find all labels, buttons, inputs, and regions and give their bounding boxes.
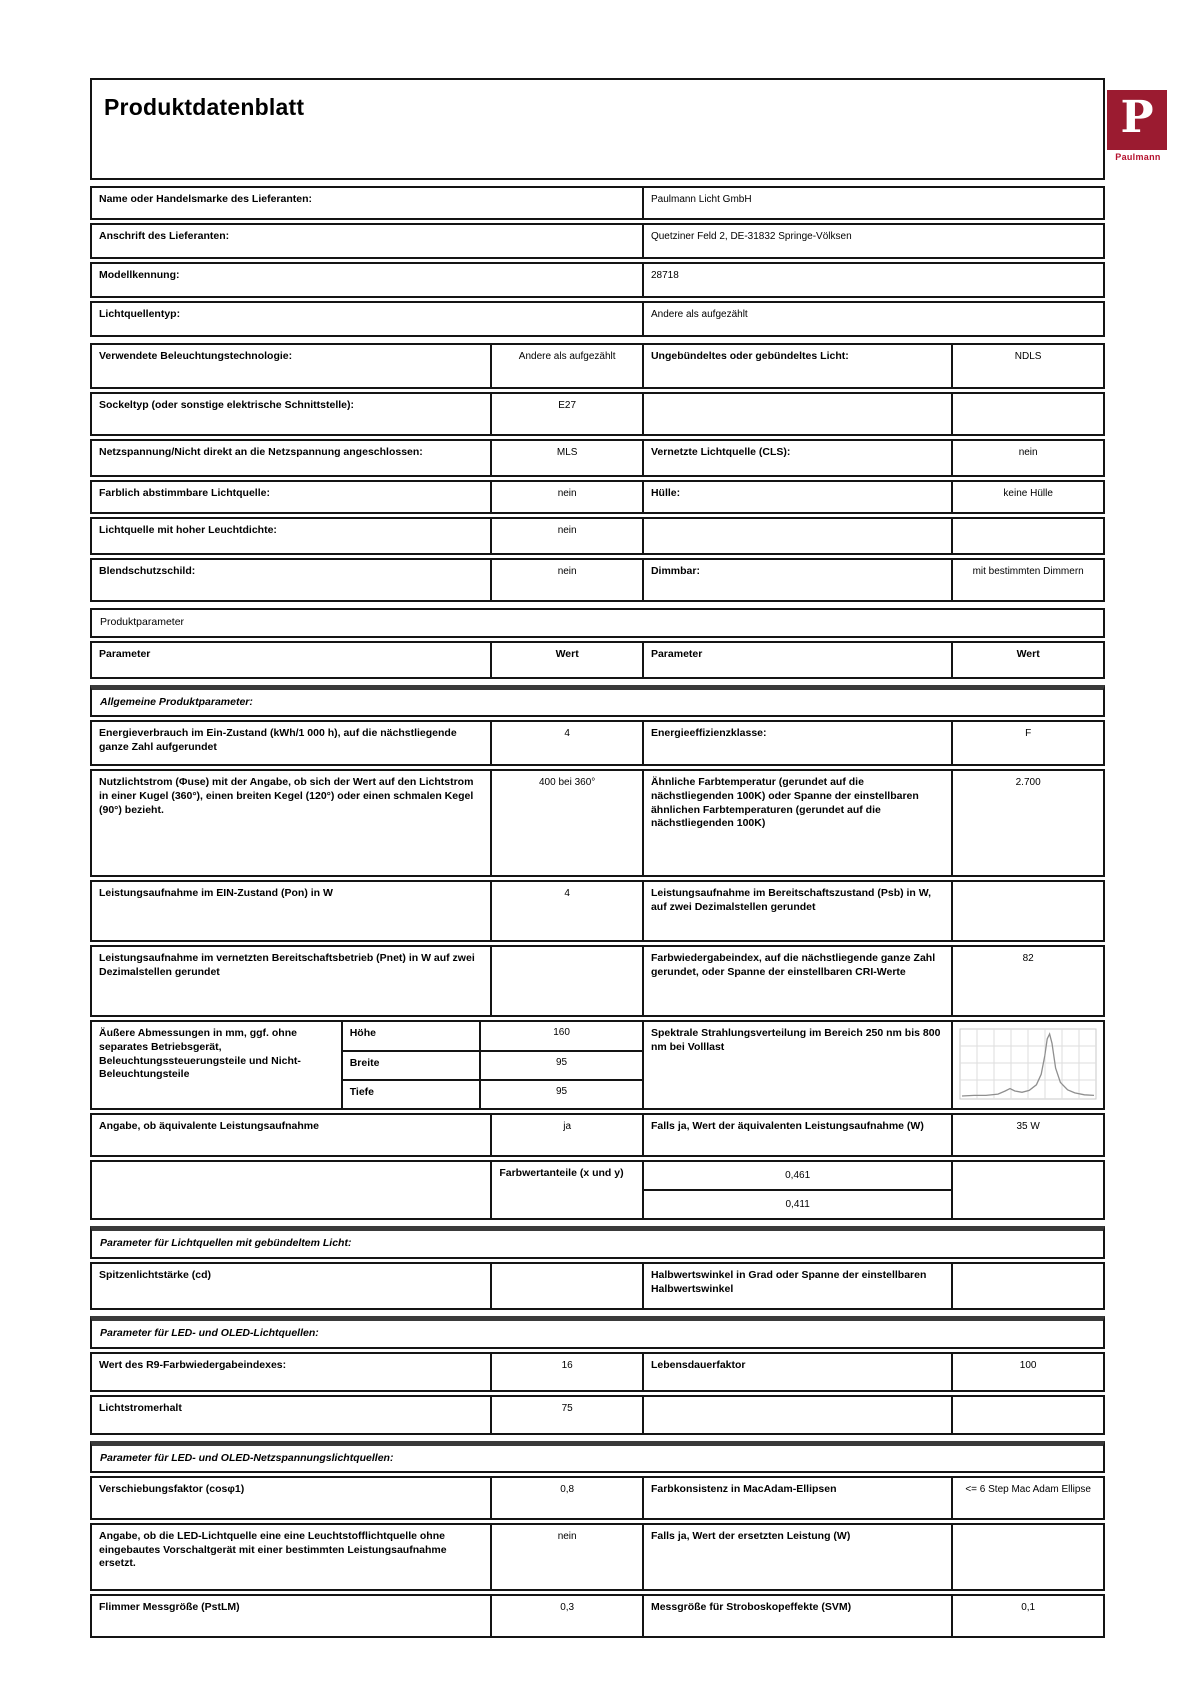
row-label: Blendschutzschild: (99, 565, 196, 577)
dimension-sub-row (343, 1081, 642, 1108)
chromaticity-y-value: 0,411 (785, 1199, 810, 1211)
row-label: Flimmer Messgröße (PstLM) (99, 1601, 240, 1614)
row-value: 100 (951, 1354, 1103, 1390)
table-row-high-luminance (90, 517, 1105, 555)
row-label: Vernetzte Lichtquelle (CLS): (642, 441, 951, 475)
row-value (490, 1264, 642, 1308)
row-label: Lichtquelle mit hoher Leuchtdichte: (99, 524, 277, 536)
section-header-beam: Parameter für Lichtquellen mit gebündeltem Licht: (90, 1226, 1105, 1259)
row-value: 82 (951, 947, 1103, 1015)
row-value: Andere als aufgezählt (490, 345, 642, 387)
row-label: Netzspannung/Nicht direkt an die Netzspannung angeschlossen: (99, 446, 423, 458)
row-label: Wert des R9-Farbwiedergabeindexes: (99, 1358, 287, 1371)
empty-cell (951, 1162, 1103, 1218)
dimension-value: 95 (479, 1081, 642, 1108)
table-row-supplier-name (90, 186, 1105, 220)
param-header-row (90, 641, 1105, 679)
dimension-sub-row (343, 1022, 642, 1051)
table-row-energy-consumption (90, 720, 1105, 766)
row-label: Äußere Abmessungen in mm, ggf. ohne separates Betriebsgerät, Beleuchtungssteuerungsteile und Nicht-Beleuchtungsteile (99, 1027, 301, 1081)
datasheet-header (90, 78, 1161, 180)
table-row-fluorescent-replacement (90, 1523, 1105, 1591)
row-value (951, 394, 1103, 434)
row-value: Andere als aufgezählt (642, 303, 1103, 335)
table-row-lumen-maintenance (90, 1395, 1105, 1435)
section-header-produktparameter: Produktparameter (90, 608, 1105, 638)
dimension-value: 95 (479, 1052, 642, 1079)
row-label: Modellkennung: (99, 269, 180, 281)
row-label: Nutzlichtstrom (Φuse) mit der Angabe, ob sich der Wert auf den Lichtstrom in einer Kugel (360°), einen breiten Kegel (120°) oder einen schmalen Kegel (90°) bezieht. (99, 776, 474, 816)
row-value: 75 (490, 1397, 642, 1433)
row-label: Angabe, ob die LED-Lichtquelle eine eine Leuchtstofflichtquelle ohne eingebautes Vorschaltgerät mit einer bestimmten Leistungsaufnahme ersetzt. (99, 1530, 447, 1570)
dimensions-subtable (341, 1022, 642, 1108)
row-label: Dimmbar: (642, 560, 951, 600)
table-row-power-on (90, 880, 1105, 942)
row-label (642, 394, 951, 434)
row-value (951, 519, 1103, 553)
row-label: Farblich abstimmbare Lichtquelle: (99, 487, 270, 499)
table-row-standby-cri (90, 945, 1105, 1017)
column-header: Wert (490, 643, 642, 677)
chromaticity-x-value: 0,461 (644, 1162, 951, 1191)
row-value (951, 1264, 1103, 1308)
empty-cell (92, 1162, 490, 1218)
dimension-value: 160 (479, 1022, 642, 1049)
row-label: Farbkonsistenz in MacAdam-Ellipsen (642, 1478, 951, 1518)
row-value (490, 947, 642, 1015)
row-value: 0,3 (490, 1596, 642, 1636)
row-label: Leistungsaufnahme im Bereitschaftszustand (Psb) in W, auf zwei Dezimalstellen gerundet (642, 882, 951, 940)
row-value: NDLS (951, 345, 1103, 387)
table-row-supplier-address (90, 223, 1105, 259)
row-label: Lebensdauerfaktor (642, 1354, 951, 1390)
dimension-name: Breite (349, 1056, 380, 1069)
row-value: 28718 (642, 264, 1103, 296)
table-row-model-id (90, 262, 1105, 298)
row-label: Verschiebungsfaktor (cosφ1) (99, 1483, 245, 1496)
dimension-name: Tiefe (349, 1085, 375, 1098)
row-label (642, 519, 951, 553)
table-row-useful-flux (90, 769, 1105, 877)
dimension-sub-row (343, 1052, 642, 1081)
row-value: Paulmann Licht GmbH (642, 188, 1103, 218)
logo-p-icon: P (1107, 90, 1167, 150)
table-row-mains (90, 439, 1105, 477)
row-value: 2.700 (951, 771, 1103, 875)
row-label: Anschrift des Lieferanten: (99, 230, 230, 242)
row-value: 16 (490, 1354, 642, 1390)
row-label: Falls ja, Wert der äquivalenten Leistungsaufnahme (W) (642, 1115, 951, 1155)
row-label: Leistungsaufnahme im EIN-Zustand (Pon) in W (99, 887, 333, 900)
row-value: nein (490, 482, 642, 512)
column-header: Wert (951, 643, 1103, 677)
row-value: 35 W (951, 1115, 1103, 1155)
page-title: Produktdatenblatt (104, 94, 305, 120)
table-row-flicker (90, 1594, 1105, 1638)
row-label: Spektrale Strahlungsverteilung im Bereich 250 nm bis 800 nm bei Volllast (642, 1022, 951, 1108)
row-value: Quetziner Feld 2, DE-31832 Springe-Völksen (642, 225, 1103, 257)
table-row-lightsource-type (90, 301, 1105, 337)
table-row-r9 (90, 1352, 1105, 1392)
section-header-led: Parameter für LED- und OLED-Lichtquellen: (90, 1316, 1105, 1349)
row-label: Energieeffizienzklasse: (642, 722, 951, 764)
row-label: Halbwertswinkel in Grad oder Spanne der einstellbaren Halbwertswinkel (642, 1264, 951, 1308)
table-row-chromaticity (90, 1160, 1105, 1220)
table-row-socket (90, 392, 1105, 436)
row-value (951, 882, 1103, 940)
chromaticity-values (642, 1162, 951, 1218)
row-label: Energieverbrauch im Ein-Zustand (kWh/1 000 h), auf die nächstliegende ganze Zahl aufgerundet (99, 727, 457, 753)
row-label: Verwendete Beleuchtungstechnologie: (99, 350, 293, 362)
row-label: Ungebündeltes oder gebündeltes Licht: (642, 345, 951, 387)
row-value: nein (951, 441, 1103, 475)
row-label: Angabe, ob äquivalente Leistungsaufnahme (99, 1120, 319, 1133)
row-value: ja (490, 1115, 642, 1155)
column-header: Parameter (99, 647, 151, 660)
spectral-distribution-chart (951, 1022, 1103, 1108)
dimension-name: Höhe (349, 1027, 376, 1040)
column-header: Parameter (642, 643, 951, 677)
row-value: mit bestimmten Dimmern (951, 560, 1103, 600)
table-row-glare-shield (90, 558, 1105, 602)
row-label: Hülle: (642, 482, 951, 512)
row-label: Lichtquellentyp: (99, 308, 181, 320)
table-row-technology (90, 343, 1105, 389)
row-value: MLS (490, 441, 642, 475)
table-row-equivalent-power (90, 1113, 1105, 1157)
row-label: Lichtstromerhalt (99, 1401, 182, 1414)
row-label: Ähnliche Farbtemperatur (gerundet auf die nächstliegenden 100K) oder Spanne der einstellbaren ähnlichen Farbtemperaturen (gerundet auf die nächstliegenden 100K) (642, 771, 951, 875)
row-value: nein (490, 1525, 642, 1589)
row-value: <= 6 Step Mac Adam Ellipse (951, 1478, 1103, 1518)
row-label: Farbwiedergabeindex, auf die nächstliegende ganze Zahl gerundet, oder Spanne der einstellbaren CRI-Werte (642, 947, 951, 1015)
table-row-peak-intensity (90, 1262, 1105, 1310)
row-label: Sockeltyp (oder sonstige elektrische Schnittstelle): (99, 399, 354, 411)
row-label: Leistungsaufnahme im vernetzten Bereitschaftsbetrieb (Pnet) in W auf zwei Dezimalstellen gerundet (99, 952, 475, 978)
row-label: Messgröße für Stroboskopeffekte (SVM) (642, 1596, 951, 1636)
row-value: 4 (490, 722, 642, 764)
row-value: E27 (490, 394, 642, 434)
row-label: Name oder Handelsmarke des Lieferanten: (99, 193, 312, 205)
product-datasheet (90, 78, 1161, 1641)
section-header-general: Allgemeine Produktparameter: (90, 685, 1105, 718)
row-label: Spitzenlichtstärke (cd) (99, 1268, 212, 1281)
table-row-displacement-factor (90, 1476, 1105, 1520)
row-value: 0,1 (951, 1596, 1103, 1636)
row-value: 4 (490, 882, 642, 940)
row-label: Falls ja, Wert der ersetzten Leistung (W) (642, 1525, 951, 1589)
row-value: keine Hülle (951, 482, 1103, 512)
row-value: 0,8 (490, 1478, 642, 1518)
row-value: nein (490, 519, 642, 553)
row-label: Farbwertanteile (x und y) (490, 1162, 642, 1218)
table-row-dimensions (90, 1020, 1105, 1110)
spectrum-chart-icon (958, 1027, 1098, 1103)
paulmann-logo (1107, 90, 1169, 162)
row-value (951, 1525, 1103, 1589)
section-header-mains-led: Parameter für LED- und OLED-Netzspannungslichtquellen: (90, 1441, 1105, 1474)
row-value: 400 bei 360° (490, 771, 642, 875)
table-row-color-tunable (90, 480, 1105, 514)
brand-label: Paulmann (1115, 152, 1161, 162)
row-value: F (951, 722, 1103, 764)
row-value: nein (490, 560, 642, 600)
row-value (951, 1397, 1103, 1433)
row-label (642, 1397, 951, 1433)
